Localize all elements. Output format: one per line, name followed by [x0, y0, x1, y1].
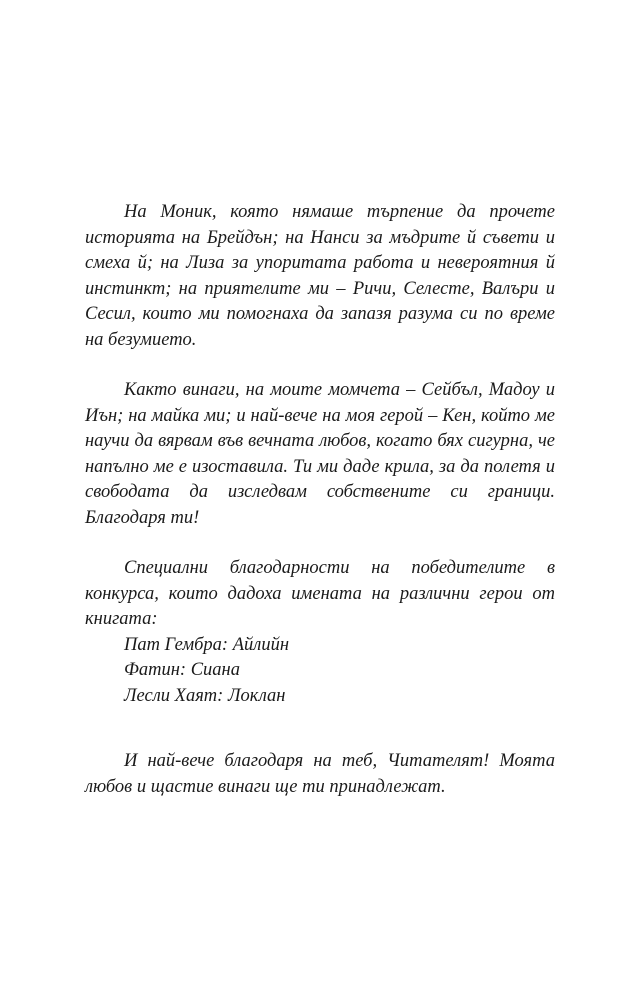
- acknowledgements-paragraph: Специални благодарности на победителите в конкурса, които дадоха имената на различни герои от книгата:: [85, 558, 555, 629]
- reader-thanks-paragraph: И най-вече благодаря на теб, Читателят! Моята любов и щастие винаги ще ти принадлежат.: [85, 751, 555, 797]
- winners-list: [85, 633, 555, 710]
- paragraph-spacer: [85, 531, 555, 556]
- dedication-paragraph-1: На Моник, която нямаше търпение да прочете историята на Брейдън; на Нанси за мъдрите й съвети и смеха й; на Лиза за упоритата работа и невероятния й инстинкт; на приятелите ми – Ричи, Селесте, Валъри и Сесил, които ми помогнаха да запазя разума си по време на безумието.: [85, 202, 555, 350]
- winner-entry: Лесли Хаят: Локлан: [124, 685, 286, 706]
- winner-entry: Фатин: Сиана: [124, 660, 240, 680]
- winner-entry: Пат Гембра: Айлийн: [124, 634, 290, 655]
- paragraph-spacer: [85, 709, 555, 749]
- dedication-paragraph-2: Както винаги, на моите момчета – Сейбъл, Мадоу и Иън; на майка ми; и най-вече на моя герой – Кен, който ме научи да вярвам във вечната любов, когато бях сигурна, че напълно ме е изоставила. Ти ми даде крила, за да полетя и свободата да изследвам собствените си граници. Благодаря ти!: [85, 380, 555, 528]
- dedication-page: [85, 200, 555, 800]
- paragraph-spacer: [85, 353, 555, 378]
